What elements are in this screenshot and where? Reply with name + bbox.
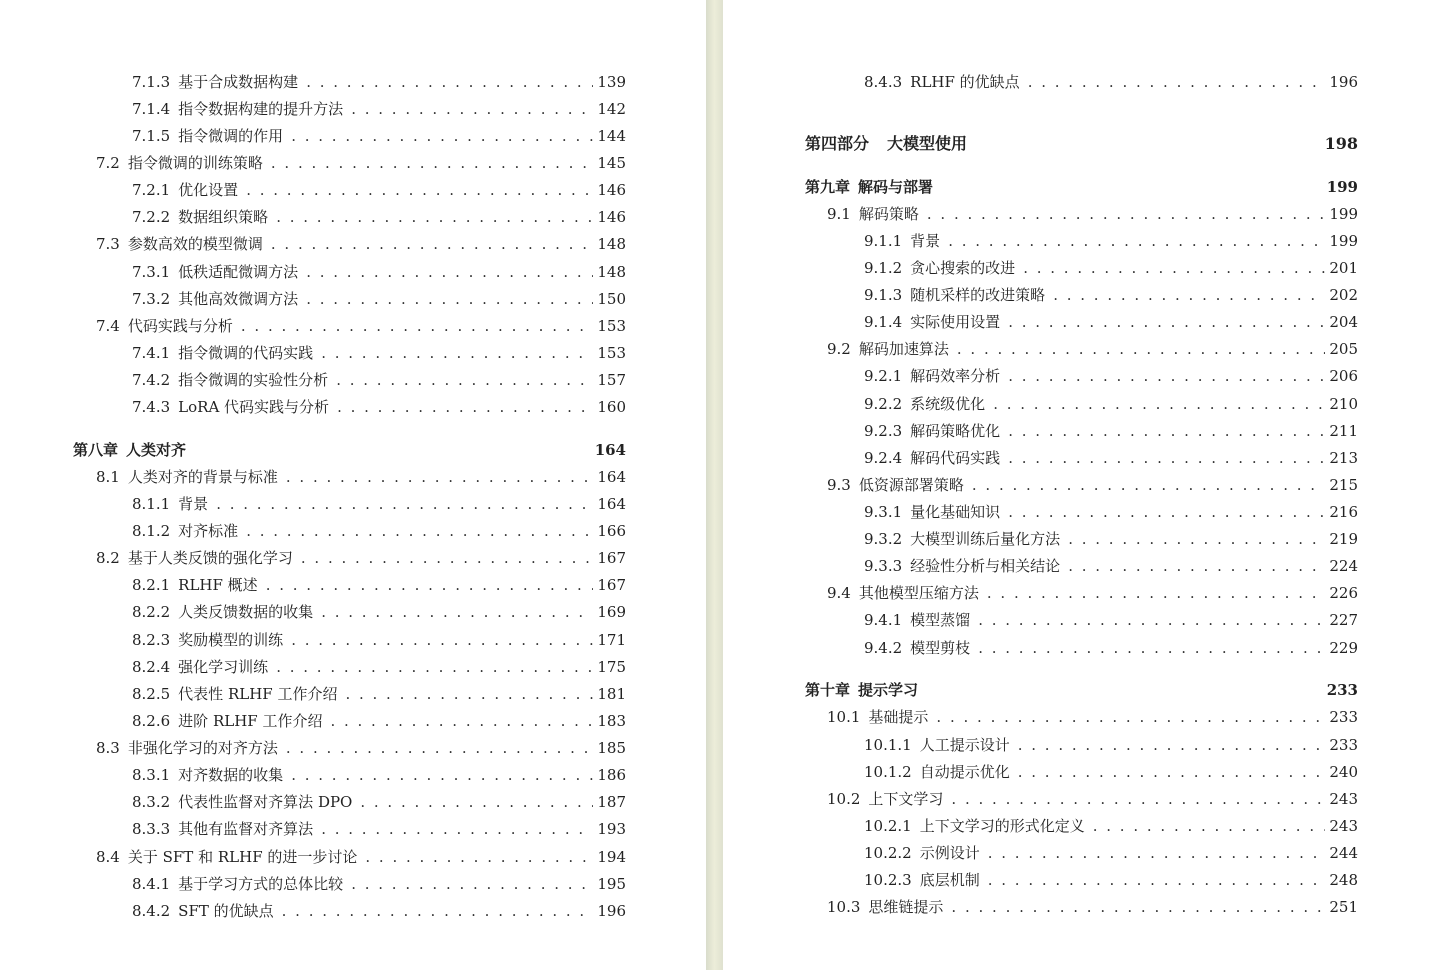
toc-entry-row[interactable] <box>864 255 1358 282</box>
toc-entry-row[interactable] <box>827 201 1358 228</box>
toc-entry-title: 人类反馈数据的收集 <box>178 603 314 621</box>
toc-entry-number: 8.2.2 <box>132 603 171 621</box>
toc-entry-title: 对齐标准 <box>178 522 239 540</box>
toc-entry-row[interactable] <box>132 762 626 789</box>
left-page <box>0 0 706 970</box>
toc-entry-row[interactable] <box>132 259 626 286</box>
toc-entry-row[interactable] <box>132 572 626 599</box>
toc-entry-number: 8.4.3 <box>864 73 903 91</box>
toc-entry-row[interactable] <box>96 231 626 258</box>
toc-entry-number: 7.2 <box>96 154 120 172</box>
toc-dot-leader <box>1023 255 1325 282</box>
toc-entry-number: 7.3.2 <box>132 290 171 308</box>
toc-entry-number: 8.1.2 <box>132 522 171 540</box>
toc-page-number: 205 <box>1329 340 1358 358</box>
toc-page-number: 216 <box>1329 503 1358 521</box>
toc-entry-title: 低秩适配微调方法 <box>178 263 299 281</box>
toc-entry-title: 指令微调的代码实践 <box>178 344 314 362</box>
toc-page-number: 167 <box>597 549 626 567</box>
toc-dot-leader <box>978 607 1325 634</box>
toc-page-number: 142 <box>597 100 626 118</box>
toc-page-number: 202 <box>1329 286 1358 304</box>
toc-entry-row[interactable] <box>132 340 626 367</box>
toc-entry-row[interactable] <box>864 228 1358 255</box>
toc-page-number: 199 <box>1329 205 1358 223</box>
toc-dot-leader <box>301 545 593 572</box>
toc-entry-number: 9.2.4 <box>864 449 903 467</box>
toc-entry-number: 9.2.1 <box>864 367 903 385</box>
toc-entry-row[interactable] <box>827 580 1358 607</box>
toc-page-number: 213 <box>1329 449 1358 467</box>
toc-entry-title: 指令微调的作用 <box>178 127 284 145</box>
toc-entry-row[interactable] <box>132 177 626 204</box>
toc-entry-row[interactable] <box>96 313 626 340</box>
toc-entry-number: 第八章 <box>73 441 119 459</box>
toc-page-number: 175 <box>597 658 626 676</box>
toc-entry-row[interactable] <box>132 518 626 545</box>
toc-dot-leader <box>330 708 593 735</box>
toc-entry-number: 7.2.2 <box>132 208 171 226</box>
toc-page-number: 233 <box>1326 681 1358 699</box>
toc-entry-number: 7.3 <box>96 235 120 253</box>
toc-entry-title: 参数高效的模型微调 <box>127 235 263 253</box>
toc-dot-leader <box>337 394 593 421</box>
toc-page-number: 251 <box>1329 898 1358 916</box>
toc-page-number: 243 <box>1329 790 1358 808</box>
toc-entry-row[interactable] <box>132 654 626 681</box>
toc-dot-leader <box>988 840 1326 867</box>
toc-entry-title: 其他有监督对齐算法 <box>178 820 314 838</box>
toc-entry-title: 自动提示优化 <box>919 763 1010 781</box>
toc-entry-title: 数据组织策略 <box>178 208 269 226</box>
toc-entry-row[interactable] <box>132 627 626 654</box>
toc-dot-leader <box>291 123 593 150</box>
toc-entry-number: 7.2.1 <box>132 181 171 199</box>
toc-entry-number: 8.3.1 <box>132 766 171 784</box>
toc-dot-leader <box>286 464 593 491</box>
toc-entry-title: 奖励模型的训练 <box>178 631 284 649</box>
toc-entry-row[interactable] <box>864 607 1358 634</box>
toc-entry-number: 7.3.1 <box>132 263 171 281</box>
toc-entry-row[interactable] <box>864 499 1358 526</box>
toc-page-number: 167 <box>597 576 626 594</box>
toc-dot-leader <box>321 340 593 367</box>
toc-entry-number: 8.2.3 <box>132 631 171 649</box>
toc-entry-number: 7.4.2 <box>132 371 171 389</box>
toc-dot-leader <box>282 898 594 925</box>
toc-entry-row[interactable] <box>864 363 1358 390</box>
toc-entry-title: 指令数据构建的提升方法 <box>178 100 344 118</box>
toc-entry-number: 10.2.1 <box>864 817 912 835</box>
toc-entry-row[interactable] <box>96 464 626 491</box>
toc-entry-number: 10.2.3 <box>864 871 912 889</box>
toc-page-number: 169 <box>597 603 626 621</box>
toc-dot-leader <box>951 894 1325 921</box>
toc-entry-title: RLHF 概述 <box>178 576 258 594</box>
toc-entry-number: 9.1.1 <box>864 232 903 250</box>
toc-page-number: 164 <box>597 468 626 486</box>
toc-entry-row[interactable] <box>96 735 626 762</box>
toc-entry-number: 9.2.2 <box>864 395 903 413</box>
toc-page-number: 164 <box>594 441 626 459</box>
toc-entry-title: 大模型训练后量化方法 <box>910 530 1061 548</box>
toc-entry-title: 提示学习 <box>858 681 919 699</box>
toc-dot-leader <box>360 789 593 816</box>
toc-page-number: 185 <box>597 739 626 757</box>
toc-dot-leader <box>345 681 593 708</box>
toc-entry-number: 8.3.2 <box>132 793 171 811</box>
toc-entry-number: 9.2.3 <box>864 422 903 440</box>
toc-dot-leader <box>972 472 1325 499</box>
toc-page-number: 229 <box>1329 639 1358 657</box>
toc-entry-number: 第九章 <box>805 178 851 196</box>
toc-entry-number: 9.1.4 <box>864 313 903 331</box>
toc-dot-leader <box>1008 445 1325 472</box>
toc-entry-title: 基于学习方式的总体比较 <box>178 875 344 893</box>
toc-dot-leader <box>246 177 593 204</box>
toc-entry-title: 进阶 RLHF 工作介绍 <box>178 712 323 730</box>
toc-entry-title: 贪心搜索的改进 <box>910 259 1016 277</box>
toc-entry-title: 大模型使用 <box>887 134 968 153</box>
toc-entry-title: 经验性分析与相关结论 <box>910 557 1061 575</box>
toc-entry-row[interactable] <box>96 150 626 177</box>
toc-entry-title: 优化设置 <box>178 181 239 199</box>
toc-dot-leader <box>948 228 1325 255</box>
toc-entry-number: 第十章 <box>805 681 851 699</box>
toc-entry-row[interactable] <box>96 545 626 572</box>
toc-entry-title: 上下文学习 <box>868 790 944 808</box>
toc-entry-title: 解码代码实践 <box>910 449 1001 467</box>
toc-dot-leader <box>1068 553 1325 580</box>
toc-entry-title: 解码策略 <box>858 205 919 223</box>
toc-entry-row[interactable] <box>864 635 1358 662</box>
toc-entry-row[interactable] <box>864 526 1358 553</box>
toc-entry-number: 8.2.1 <box>132 576 171 594</box>
toc-entry-number: 8.1.1 <box>132 495 171 513</box>
toc-entry-row[interactable] <box>864 391 1358 418</box>
toc-entry-number: 8.2 <box>96 549 120 567</box>
toc-entry-title: 其他高效微调方法 <box>178 290 299 308</box>
toc-entry-number: 8.2.5 <box>132 685 171 703</box>
toc-entry-row[interactable] <box>864 282 1358 309</box>
toc-entry-number: 9.4.1 <box>864 611 903 629</box>
toc-page-number: 194 <box>597 848 626 866</box>
toc-dot-leader <box>1093 813 1326 840</box>
toc-dot-leader <box>216 491 593 518</box>
toc-entry-row[interactable] <box>864 418 1358 445</box>
toc-entry-row[interactable] <box>864 309 1358 336</box>
toc-entry-number: 7.1.3 <box>132 73 171 91</box>
toc-entry-number: 9.3 <box>827 476 851 494</box>
toc-entry-number: 7.4.1 <box>132 344 171 362</box>
toc-entry-title: 背景 <box>910 232 941 250</box>
toc-entry-number: 10.2 <box>827 790 861 808</box>
toc-entry-row[interactable] <box>96 844 626 871</box>
toc-entry-row[interactable] <box>827 786 1358 813</box>
toc-entry-number: 8.4.1 <box>132 875 171 893</box>
toc-page-number: 171 <box>597 631 626 649</box>
toc-dot-leader <box>1008 418 1325 445</box>
toc-entry-number: 7.4 <box>96 317 120 335</box>
toc-entry-title: 代表性监督对齐算法 DPO <box>178 793 353 811</box>
toc-page-number: 146 <box>597 181 626 199</box>
toc-page-number: 157 <box>597 371 626 389</box>
toc-entry-row[interactable] <box>827 336 1358 363</box>
toc-entry-number: 10.1 <box>827 708 861 726</box>
toc-entry-row[interactable] <box>132 708 626 735</box>
toc-page-number: 183 <box>597 712 626 730</box>
toc-entry-title: 低资源部署策略 <box>858 476 964 494</box>
toc-dot-leader <box>1018 732 1326 759</box>
toc-entry-title: 随机采样的改进策略 <box>910 286 1046 304</box>
toc-entry-row[interactable] <box>864 813 1358 840</box>
toc-entry-row[interactable] <box>864 69 1358 96</box>
toc-page-number: 148 <box>597 235 626 253</box>
toc-entry-number: 9.3.1 <box>864 503 903 521</box>
toc-entry-title: 模型剪枝 <box>910 639 971 657</box>
toc-entry-title: 解码策略优化 <box>910 422 1001 440</box>
toc-entry-row[interactable] <box>132 204 626 231</box>
toc-entry-row[interactable] <box>864 445 1358 472</box>
toc-page-number: 153 <box>597 344 626 362</box>
toc-entry-row[interactable] <box>132 394 626 421</box>
toc-entry-title: 背景 <box>178 495 209 513</box>
toc-page-number: 164 <box>597 495 626 513</box>
toc-dot-leader <box>993 391 1325 418</box>
toc-dot-leader <box>351 96 593 123</box>
toc-entry-title: 人工提示设计 <box>919 736 1010 754</box>
toc-entry-number: 8.4 <box>96 848 120 866</box>
toc-entry-row[interactable] <box>132 816 626 843</box>
toc-entry-title: 人类对齐的背景与标准 <box>127 468 278 486</box>
toc-heading-row[interactable] <box>805 129 1358 159</box>
toc-page-number: 153 <box>597 317 626 335</box>
toc-entry-title: 解码效率分析 <box>910 367 1001 385</box>
toc-dot-leader <box>988 867 1326 894</box>
toc-page-number: 181 <box>597 685 626 703</box>
toc-dot-leader <box>271 150 593 177</box>
toc-page-number: 193 <box>597 820 626 838</box>
toc-page-number: 227 <box>1329 611 1358 629</box>
toc-entry-row[interactable] <box>132 898 626 925</box>
toc-entry-title: LoRA 代码实践与分析 <box>178 398 330 416</box>
toc-dot-leader <box>276 654 593 681</box>
toc-dot-leader <box>276 204 593 231</box>
toc-entry-title: 对齐数据的收集 <box>178 766 284 784</box>
toc-dot-leader <box>1068 526 1325 553</box>
toc-page-number: 199 <box>1329 232 1358 250</box>
toc-dot-leader <box>271 231 593 258</box>
toc-entry-row[interactable] <box>827 894 1358 921</box>
toc-dot-leader <box>927 201 1325 228</box>
toc-page-number: 166 <box>597 522 626 540</box>
toc-dot-leader <box>1053 282 1325 309</box>
toc-entry-number: 9.1.3 <box>864 286 903 304</box>
toc-page-number: 148 <box>597 263 626 281</box>
toc-page-number: 199 <box>1326 178 1358 196</box>
toc-entry-title: 强化学习训练 <box>178 658 269 676</box>
toc-entry-number: 8.3 <box>96 739 120 757</box>
toc-page-number: 210 <box>1329 395 1358 413</box>
toc-entry-number: 9.3.2 <box>864 530 903 548</box>
toc-entry-number: 7.1.5 <box>132 127 171 145</box>
toc-dot-leader <box>321 816 593 843</box>
toc-entry-title: 指令微调的训练策略 <box>127 154 263 172</box>
toc-page-number: 215 <box>1329 476 1358 494</box>
toc-entry-title: 基础提示 <box>868 708 929 726</box>
toc-dot-leader <box>241 313 593 340</box>
toc-dot-leader <box>936 704 1325 731</box>
toc-dot-leader <box>306 286 593 313</box>
toc-entry-title: 代表性 RLHF 工作介绍 <box>178 685 338 703</box>
toc-dot-leader <box>291 627 593 654</box>
toc-entry-row[interactable] <box>132 286 626 313</box>
toc-dot-leader <box>978 635 1325 662</box>
toc-entry-row[interactable] <box>827 704 1358 731</box>
toc-entry-number: 8.3.3 <box>132 820 171 838</box>
toc-page-number: 187 <box>597 793 626 811</box>
toc-page-number: 144 <box>597 127 626 145</box>
toc-dot-leader <box>246 518 593 545</box>
toc-page-number: 186 <box>597 766 626 784</box>
toc-dot-leader <box>336 367 593 394</box>
toc-page-number: 196 <box>1329 73 1358 91</box>
toc-entry-row[interactable] <box>132 491 626 518</box>
toc-entry-number: 9.2 <box>827 340 851 358</box>
toc-page-number: 196 <box>597 902 626 920</box>
toc-dot-leader <box>1008 499 1325 526</box>
toc-dot-leader <box>306 259 593 286</box>
toc-entry-title: 思维链提示 <box>868 898 944 916</box>
toc-entry-title: 上下文学习的形式化定义 <box>919 817 1085 835</box>
toc-entry-number: 7.1.4 <box>132 100 171 118</box>
toc-entry-title: 其他模型压缩方法 <box>858 584 979 602</box>
toc-page-number: 206 <box>1329 367 1358 385</box>
toc-dot-leader <box>951 786 1325 813</box>
toc-entry-number: 9.1 <box>827 205 851 223</box>
toc-dot-leader <box>365 844 593 871</box>
toc-entry-title: 代码实践与分析 <box>127 317 233 335</box>
toc-entry-number: 10.1.2 <box>864 763 912 781</box>
toc-entry-number: 8.2.6 <box>132 712 171 730</box>
toc-entry-row[interactable] <box>864 867 1358 894</box>
toc-entry-row[interactable] <box>132 367 626 394</box>
toc-entry-row[interactable] <box>132 69 626 96</box>
toc-entry-row[interactable] <box>864 840 1358 867</box>
toc-page-number: 233 <box>1329 708 1358 726</box>
toc-dot-leader <box>1028 69 1326 96</box>
toc-entry-title: 解码加速算法 <box>858 340 949 358</box>
toc-entry-title: 人类对齐 <box>126 441 187 459</box>
toc-entry-number: 10.2.2 <box>864 844 912 862</box>
toc-page-number: 233 <box>1329 736 1358 754</box>
toc-entry-row[interactable] <box>132 123 626 150</box>
toc-entry-number: 8.4.2 <box>132 902 171 920</box>
toc-entry-row[interactable] <box>827 472 1358 499</box>
toc-entry-title: SFT 的优缺点 <box>178 902 274 920</box>
toc-page-number: 195 <box>597 875 626 893</box>
toc-page-number: 145 <box>597 154 626 172</box>
toc-entry-title: 模型蒸馏 <box>910 611 971 629</box>
toc-heading-row[interactable] <box>805 174 1358 201</box>
toc-dot-leader <box>286 735 593 762</box>
toc-entry-row[interactable] <box>864 732 1358 759</box>
toc-page-number: 146 <box>597 208 626 226</box>
toc-entry-row[interactable] <box>864 759 1358 786</box>
toc-page-number: 219 <box>1329 530 1358 548</box>
toc-entry-title: 基于合成数据构建 <box>178 73 299 91</box>
toc-entry-number: 10.1.1 <box>864 736 912 754</box>
toc-entry-title: 底层机制 <box>919 871 980 889</box>
toc-dot-leader <box>1008 363 1325 390</box>
toc-dot-leader <box>987 580 1325 607</box>
toc-entry-row[interactable] <box>864 553 1358 580</box>
toc-dot-leader <box>1018 759 1326 786</box>
toc-page-number: 150 <box>597 290 626 308</box>
toc-entry-row[interactable] <box>132 96 626 123</box>
toc-entry-number: 9.3.3 <box>864 557 903 575</box>
toc-entry-title: RLHF 的优缺点 <box>910 73 1020 91</box>
toc-dot-leader <box>291 762 593 789</box>
toc-page-number: 248 <box>1329 871 1358 889</box>
toc-entry-number: 8.1 <box>96 468 120 486</box>
toc-entry-title: 解码与部署 <box>858 178 934 196</box>
toc-dot-leader <box>266 572 594 599</box>
toc-entry-number: 9.1.2 <box>864 259 903 277</box>
toc-entry-title: 非强化学习的对齐方法 <box>127 739 278 757</box>
toc-entry-row[interactable] <box>132 599 626 626</box>
toc-page-number: 243 <box>1329 817 1358 835</box>
toc-entry-title: 系统级优化 <box>910 395 986 413</box>
toc-entry-number: 9.4.2 <box>864 639 903 657</box>
toc-entry-row[interactable] <box>132 871 626 898</box>
toc-dot-leader <box>351 871 593 898</box>
toc-entry-title: 示例设计 <box>919 844 980 862</box>
right-page <box>723 0 1433 970</box>
toc-entry-title: 基于人类反馈的强化学习 <box>127 549 293 567</box>
toc-page-number: 211 <box>1329 422 1358 440</box>
toc-page-number: 201 <box>1329 259 1358 277</box>
toc-page-number: 226 <box>1329 584 1358 602</box>
toc-page-number: 160 <box>597 398 626 416</box>
toc-entry-number: 8.2.4 <box>132 658 171 676</box>
page-gutter <box>706 0 723 970</box>
toc-entry-number: 10.3 <box>827 898 861 916</box>
toc-heading-row[interactable] <box>805 677 1358 704</box>
toc-entry-number: 7.4.3 <box>132 398 171 416</box>
toc-page-number: 198 <box>1324 134 1358 153</box>
toc-entry-title: 量化基础知识 <box>910 503 1001 521</box>
toc-page-number: 139 <box>597 73 626 91</box>
toc-page-number: 224 <box>1329 557 1358 575</box>
toc-page-number: 204 <box>1329 313 1358 331</box>
toc-entry-row[interactable] <box>132 789 626 816</box>
toc-entry-number: 9.4 <box>827 584 851 602</box>
toc-dot-leader <box>1008 309 1325 336</box>
toc-page-number: 244 <box>1329 844 1358 862</box>
toc-entry-row[interactable] <box>132 681 626 708</box>
toc-dot-leader <box>306 69 593 96</box>
toc-page-number: 240 <box>1329 763 1358 781</box>
toc-dot-leader <box>957 336 1325 363</box>
toc-entry-title: 指令微调的实验性分析 <box>178 371 329 389</box>
toc-entry-title: 实际使用设置 <box>910 313 1001 331</box>
toc-entry-number: 第四部分 <box>805 134 870 153</box>
toc-entry-title: 关于 SFT 和 RLHF 的进一步讨论 <box>127 848 358 866</box>
toc-dot-leader <box>321 599 593 626</box>
toc-heading-row[interactable] <box>73 437 626 464</box>
